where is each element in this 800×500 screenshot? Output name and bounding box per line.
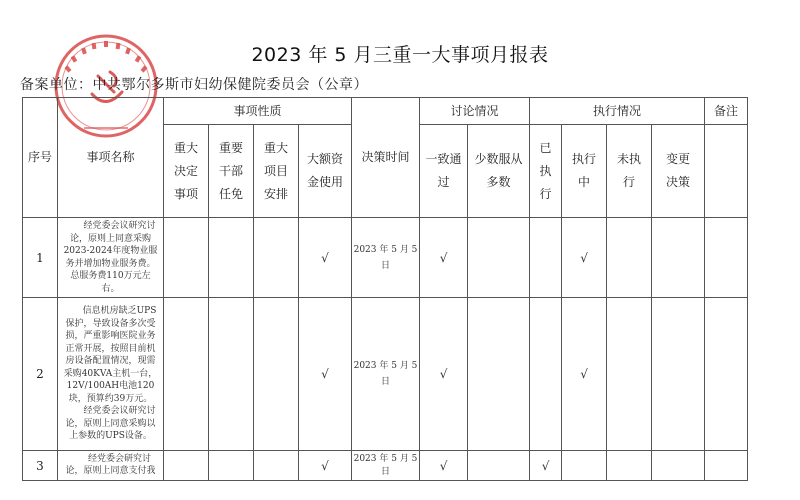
header-major-project: 重大项目安排: [254, 125, 299, 218]
header-nature: 事项性质: [164, 98, 352, 125]
header-large-funds: 大额资金使用: [299, 125, 352, 218]
check-in-progress: √: [562, 218, 607, 298]
header-decision-time: 决策时间: [352, 98, 420, 218]
row-seq: 1: [23, 218, 58, 298]
header-discussion: 讨论情况: [420, 98, 530, 125]
header-execution: 执行情况: [530, 98, 705, 125]
header-majority: 少数服从多数: [468, 125, 530, 218]
check-large-funds: √: [299, 298, 352, 451]
table-row: [23, 451, 748, 481]
header-changed-decision: 变更决策: [652, 125, 705, 218]
row-desc: 信息机房缺乏UPS保护，导致设备多次受损，严重影响医院业务正常开展，按照目前机房设备配置情况，现需采购40KVA主机一台，12V/100AH电池120块，预算约39万元。 经党委会议研究讨论，原则上同意采购以上参数的UPS设备。: [58, 298, 164, 451]
row-desc: 经党委会议研究讨论，原则上同意采购2023-2024年度物业服务并增加物业服务费。总服务费110万元左右。: [58, 218, 164, 298]
header-executed: 已执行: [530, 125, 562, 218]
row-date: 2023 年 5 月 5日: [352, 218, 420, 298]
header-major-decision: 重大决定事项: [164, 125, 209, 218]
check-in-progress: √: [562, 298, 607, 451]
header-seq: 序号: [23, 98, 58, 218]
check-large-funds: √: [299, 451, 352, 481]
check-executed: √: [530, 451, 562, 481]
check-large-funds: √: [299, 218, 352, 298]
header-name: 事项名称: [58, 98, 164, 218]
header-remark-blank: [705, 125, 748, 218]
check-unanimous: √: [420, 218, 468, 298]
filing-unit: 备案单位：中共鄂尔多斯市妇幼保健院委员会（公章）: [20, 77, 368, 93]
report-title: 2023 年 5 月三重一大事项月报表: [251, 44, 549, 66]
row-seq: 3: [23, 451, 58, 481]
header-not-executed: 未执行: [607, 125, 652, 218]
report-table: [22, 97, 748, 481]
row-date: 2023 年 5 月 5日: [352, 298, 420, 451]
check-unanimous: √: [420, 451, 468, 481]
header-in-progress: 执行中: [562, 125, 607, 218]
table-row: [23, 298, 748, 451]
check-unanimous: √: [420, 298, 468, 451]
header-cadre-appointment: 重要干部任免: [209, 125, 254, 218]
table-row: [23, 218, 748, 298]
header-unanimous: 一致通过: [420, 125, 468, 218]
row-desc: 经党委会研究讨论，原则上同意支付我: [58, 451, 164, 481]
row-seq: 2: [23, 298, 58, 451]
row-date: 2023 年 5 月 5日: [352, 451, 420, 481]
header-remark: 备注: [705, 98, 748, 125]
